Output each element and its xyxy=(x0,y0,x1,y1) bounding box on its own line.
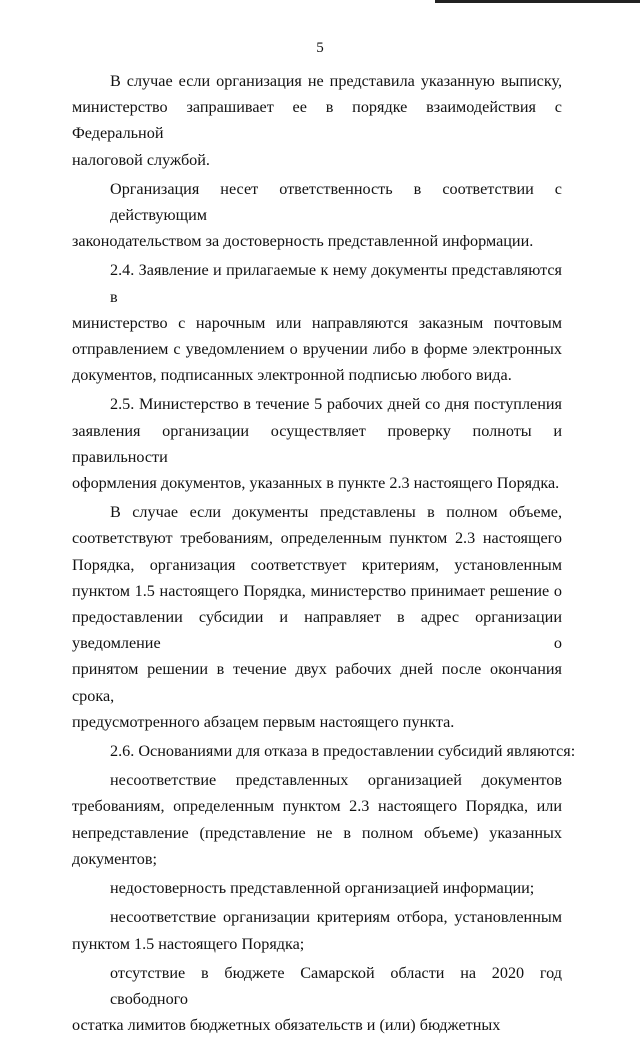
text-line: документов, подписанных электронной подписью любого вида. xyxy=(72,366,512,385)
text-line: отправлением с уведомлением о вручении либо в форме электронных xyxy=(72,340,562,359)
paragraph xyxy=(72,68,562,173)
document-body xyxy=(72,68,576,1038)
text-line: Порядка, организация соответствует критериям, установленным xyxy=(72,555,562,574)
text-line: документов; xyxy=(72,849,158,868)
text-line: недостоверность представленной организацией информации; xyxy=(110,879,535,898)
paragraph xyxy=(72,738,576,764)
text-line: министерство запрашивает ее в порядке взаимодействия с Федеральной xyxy=(72,98,562,143)
text-line: непредставление (представление не в полном объеме) указанных xyxy=(72,823,562,842)
text-line: заявления организации осуществляет проверку полноты и правильности xyxy=(72,421,562,466)
paragraph xyxy=(72,391,562,496)
text-line: Организация несет ответственность в соответствии с действующим xyxy=(110,179,562,225)
text-line: пунктом 1.5 настоящего Порядка, министерство принимает решение о xyxy=(72,581,562,600)
paragraph xyxy=(72,767,562,872)
text-line: 2.4. Заявление и прилагаемые к нему документы представляются в xyxy=(110,261,562,306)
paragraph xyxy=(72,176,562,255)
text-line: предусмотренного абзацем первым настоящего пункта. xyxy=(72,712,455,731)
paragraph xyxy=(72,499,562,735)
text-line: законодательством за достоверность представленной информации. xyxy=(72,232,534,251)
text-line: соответствуют требованиям, определенным пунктом 2.3 настоящего xyxy=(72,529,562,548)
text-line: требованиям, определенным пунктом 2.3 настоящего Порядка, или xyxy=(72,797,562,816)
text-line: 2.5. Министерство в течение 5 рабочих дней со дня поступления xyxy=(110,395,562,414)
paragraph xyxy=(72,904,562,956)
paragraph xyxy=(72,257,562,388)
text-line: отсутствие в бюджете Самарской области на 2020 год свободного xyxy=(110,963,562,1008)
scan-edge-mark xyxy=(435,0,640,3)
text-line: несоответствие организации критериям отбора, установленным xyxy=(110,908,562,927)
page-number: 5 xyxy=(316,40,324,56)
text-line: предоставлении субсидии и направляет в адрес организации уведомление о xyxy=(72,608,562,653)
paragraph xyxy=(72,960,562,1038)
text-line: пунктом 1.5 настоящего Порядка; xyxy=(72,934,305,953)
text-line: 2.6. Основаниями для отказа в предоставлении субсидий являются: xyxy=(110,742,576,761)
paragraph xyxy=(72,875,562,901)
text-line: оформления документов, указанных в пункте 2.3 настоящего Порядка. xyxy=(72,474,560,493)
text-line: несоответствие представленных организацией документов xyxy=(110,771,562,790)
text-line: остатка лимитов бюджетных обязательств и (или) бюджетных xyxy=(72,1016,501,1035)
text-line: В случае если документы представлены в полном объеме, xyxy=(110,503,562,522)
text-line: налоговой службой. xyxy=(72,150,210,169)
text-line: принятом решении в течение двух рабочих дней после окончания срока, xyxy=(72,660,562,705)
text-line: В случае если организация не представила указанную выписку, xyxy=(110,72,562,90)
text-line: министерство с нарочным или направляются заказным почтовым xyxy=(72,313,562,332)
